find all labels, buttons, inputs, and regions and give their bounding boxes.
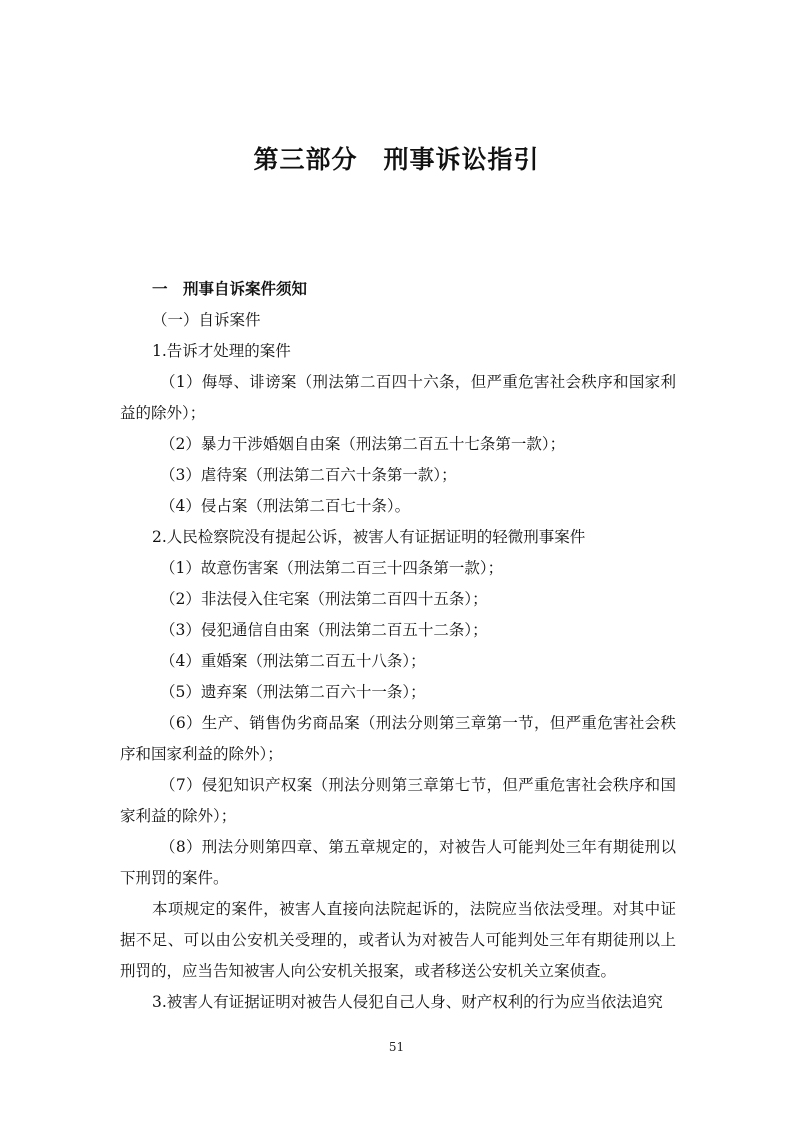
list-item: （2）暴力干涉婚姻自由案（刑法第二百五十七条第一款）；	[160, 435, 566, 453]
document-body	[120, 274, 676, 1018]
list-item: （6）生产、销售伪劣商品案（刑法分则第三章第一节，但严重危害社会秩序和国家利益的除外）；	[120, 714, 676, 763]
list-item: （7）侵犯知识产权案（刑法分则第三章第七节，但严重危害社会秩序和国家利益的除外）；	[120, 776, 676, 825]
list-item: （5）遗弃案（刑法第二百六十一条）；	[160, 683, 426, 701]
list-item: 3.被害人有证据证明对被告人侵犯自己人身、财产权利的行为应当依法追究	[152, 993, 663, 1011]
page-title: 第三部分 刑事诉讼指引	[253, 145, 540, 174]
list-item: （4）侵占案（刑法第二百七十条）。	[160, 497, 411, 515]
list-item: （3）虐待案（刑法第二百六十条第一款）；	[160, 466, 457, 484]
list-item: 2.人民检察院没有提起公诉，被害人有证据证明的轻微刑事案件	[152, 528, 586, 546]
list-item: （8）刑法分则第四章、第五章规定的，对被告人可能判处三年有期徒刑以下刑罚的案件。	[120, 838, 676, 887]
list-item: 1.告诉才处理的案件	[152, 342, 291, 360]
sub-heading: （一）自诉案件	[152, 311, 261, 329]
list-item: （1）侮辱、诽谤案（刑法第二百四十六条，但严重危害社会秩序和国家利益的除外）；	[120, 373, 676, 422]
list-item: （1）故意伤害案（刑法第二百三十四条第一款）；	[160, 559, 504, 577]
page-number: 51	[388, 1040, 405, 1054]
section-heading: 一 刑事自诉案件须知	[152, 280, 308, 298]
list-item: （3）侵犯通信自由案（刑法第二百五十二条）；	[160, 621, 488, 639]
list-item: （2）非法侵入住宅案（刑法第二百四十五条）；	[160, 590, 488, 608]
list-item: （4）重婚案（刑法第二百五十八条）；	[160, 652, 426, 670]
body-paragraph: 本项规定的案件，被害人直接向法院起诉的，法院应当依法受理。对其中证据不足、可以由公安机关受理的，或者认为对被告人可能判处三年有期徒刑以上刑罚的，应当告知被害人向公安机关报案，或者移送公安机关立案侦查。	[120, 900, 676, 980]
